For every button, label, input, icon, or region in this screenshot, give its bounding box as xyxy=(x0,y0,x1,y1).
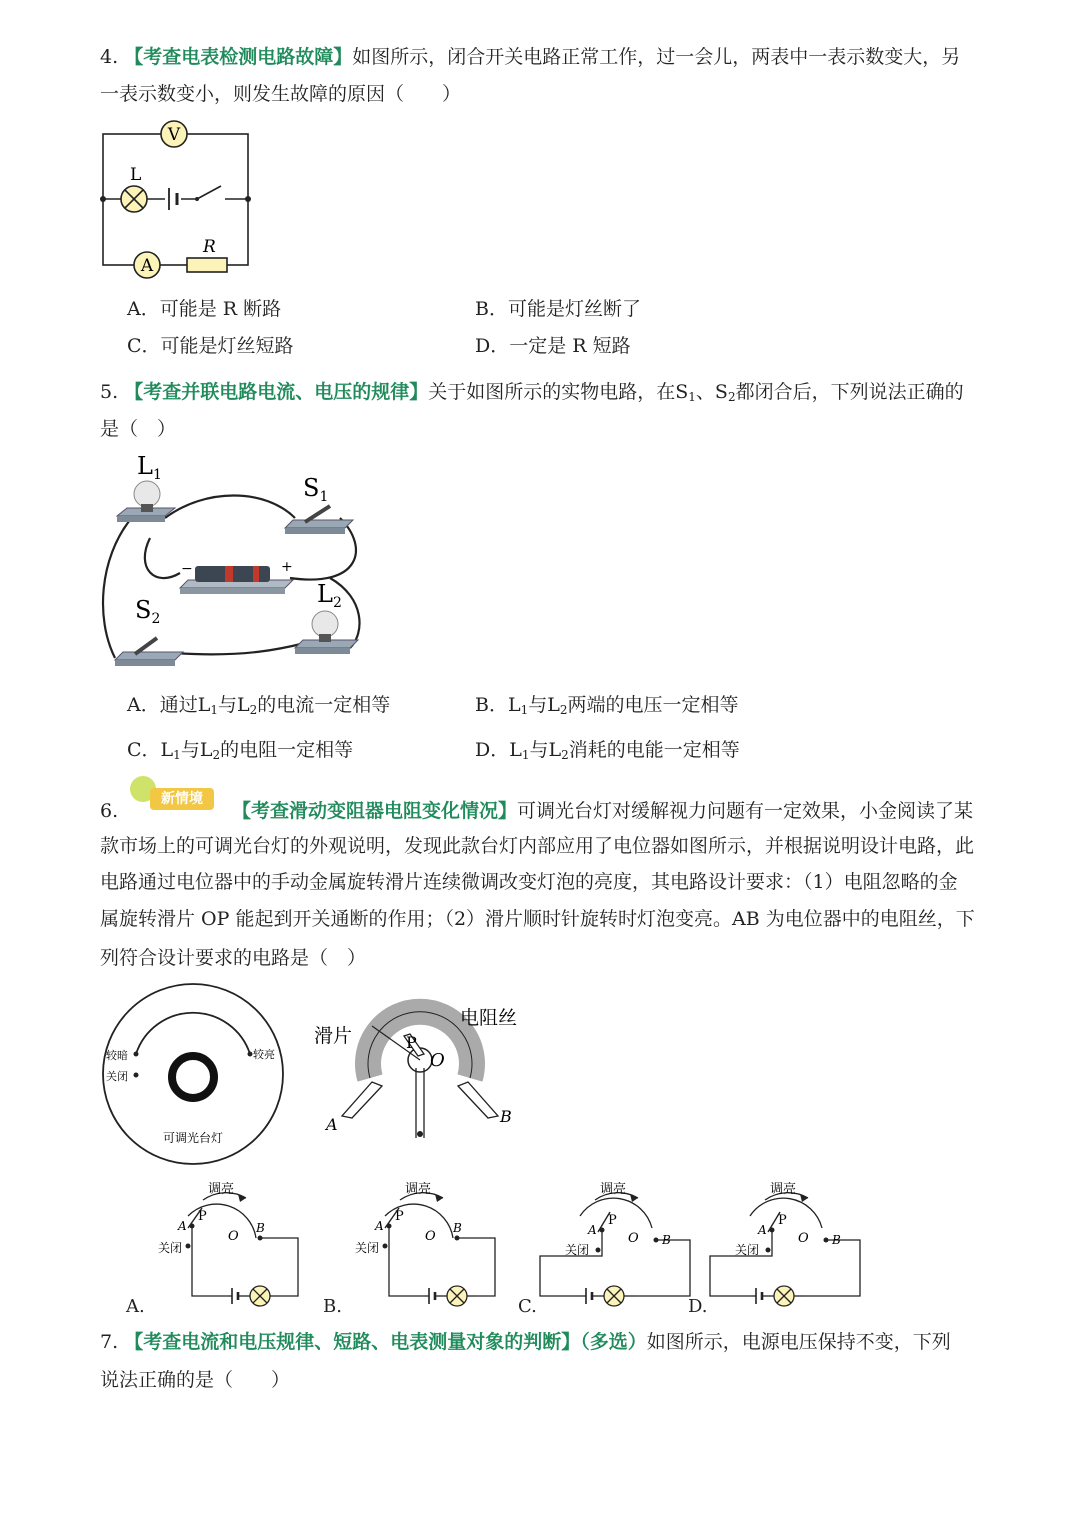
q5-physical-circuit xyxy=(95,448,365,670)
q6-option-circuit xyxy=(325,1178,515,1313)
pivot-o-label: O xyxy=(628,1231,639,1246)
q5-option-d[interactable]: D．$L_1$与$L_2$消耗的电能一定相等 xyxy=(475,739,740,762)
q7-text-1: 如图所示，电源电压保持不变，下列 xyxy=(646,1331,951,1353)
q7-topic-tag: 【考查电流和电压规律、短路、电表测量对象的判断】 xyxy=(124,1331,581,1353)
terminal-b-icon xyxy=(458,1082,498,1118)
adjust-bright-label: 调亮 xyxy=(770,1182,797,1197)
terminal-a-label: A xyxy=(588,1223,597,1237)
battery-minus: − xyxy=(181,561,193,577)
slider-p-label: P xyxy=(778,1213,787,1228)
q4-text-1: 如图所示，闭合开关电路正常工作，过一会儿，两表中一表示数变大，另 xyxy=(352,46,961,68)
option-letter: A. xyxy=(126,1296,145,1317)
wire-l1-s1 xyxy=(165,496,295,519)
dial-dim-label: 较暗 xyxy=(106,1049,128,1062)
q5-sep: 、 xyxy=(695,381,715,403)
terminal-a-label: A xyxy=(178,1219,187,1233)
adjust-bright-label: 调亮 xyxy=(208,1182,235,1197)
q5-option-c[interactable]: C．$L_1$与$L_2$的电阻一定相等 xyxy=(127,739,354,762)
dial-bright-label: 较亮 xyxy=(253,1048,275,1061)
q6-text-1: 可调光台灯对缓解视力问题有一定效果，小金阅读了某 xyxy=(517,800,974,822)
q6-number: 6. xyxy=(100,800,119,822)
lamp-label: L xyxy=(130,165,142,185)
q7-multi-select: （多选） xyxy=(580,1331,647,1353)
terminal-b-label: B xyxy=(662,1233,671,1247)
slider-p-label: P xyxy=(395,1209,404,1224)
voltmeter-label: V xyxy=(167,125,181,145)
slider-p-label: P xyxy=(198,1209,207,1224)
s1-label: $S_1$ xyxy=(303,474,329,505)
off-label: 关闭 xyxy=(735,1243,760,1257)
q4-option-a[interactable]: A．可能是 R 断路 xyxy=(127,298,282,320)
new-scenario-badge: 新情境 xyxy=(150,788,214,810)
q6-stem-line4: 属旋转滑片 OP 能起到开关通断的作用；（2）滑片顺时针旋转时灯泡变亮。AB 为电位器中的电阻丝，下 xyxy=(100,908,975,930)
q6-option-b[interactable] xyxy=(325,1178,515,1317)
q5-s1-sub: 1 xyxy=(688,390,696,404)
q4-option-c[interactable]: C．可能是灯丝短路 xyxy=(127,335,294,357)
terminal-b-label: B xyxy=(832,1233,841,1247)
s2-label: $S_2$ xyxy=(135,596,161,627)
pot-a-label: A xyxy=(326,1115,338,1134)
q5-s1: S xyxy=(675,381,689,403)
q4-stem-line1 xyxy=(100,45,960,69)
terminal-a-icon xyxy=(342,1082,382,1118)
q6-topic-tag: 【考查滑动变阻器电阻变化情况】 xyxy=(232,800,518,822)
off-label: 关闭 xyxy=(355,1241,380,1255)
q7-number: 7. xyxy=(100,1331,119,1353)
lamp-dial-diagram xyxy=(98,982,288,1172)
resistor-icon xyxy=(187,258,227,272)
wire-battery-l2 xyxy=(330,578,360,648)
q4-stem-line2: 一表示数变小，则发生故障的原因（ ） xyxy=(100,83,462,105)
q7-stem-line2: 说法正确的是（ ） xyxy=(100,1369,291,1391)
pivot-o-label: O xyxy=(228,1229,239,1244)
q6-stem-line1 xyxy=(232,799,973,823)
q6-stem-line2: 款市场上的可调光台灯的外观说明，发现此款台灯内部应用了电位器如图所示，并根据说明设计电路，此 xyxy=(100,835,975,857)
pivot-o-label: O xyxy=(425,1229,436,1244)
q5-option-b[interactable]: B．$L_1$与$L_2$两端的电压一定相等 xyxy=(475,694,739,717)
q6-option-circuit xyxy=(690,1178,880,1313)
pot-b-label: B xyxy=(500,1107,512,1126)
q4-number: 4. xyxy=(100,46,119,68)
terminal-b-label: B xyxy=(453,1221,462,1235)
q6-circuit-choices xyxy=(0,1178,1080,1318)
q6-option-d[interactable] xyxy=(690,1178,880,1317)
q6-option-circuit xyxy=(520,1178,710,1313)
l1-label: $L_1$ xyxy=(137,452,162,483)
slider-p-label: P xyxy=(608,1213,617,1228)
resistor-label: R xyxy=(203,237,216,257)
q4-option-b[interactable]: B．可能是灯丝断了 xyxy=(475,298,641,320)
potentiometer-diagram xyxy=(312,998,532,1158)
ammeter-label: A xyxy=(140,256,154,276)
wire-l1-s2 xyxy=(103,520,130,658)
option-letter: D. xyxy=(688,1296,708,1317)
q5-number: 5. xyxy=(100,381,119,403)
q4-option-d[interactable]: D．一定是 R 短路 xyxy=(475,335,631,357)
wire-s2-l2 xyxy=(175,643,305,654)
adjust-bright-label: 调亮 xyxy=(405,1182,432,1197)
q5-s2: S xyxy=(714,381,728,403)
dial-caption: 可调光台灯 xyxy=(162,1131,224,1145)
terminal-a-label: A xyxy=(375,1219,384,1233)
q6-option-a[interactable] xyxy=(128,1178,318,1317)
q6-stem-line3: 电路通过电位器中的手动金属旋转滑片连续微调改变灯泡的亮度，其电路设计要求：（1）电阻忽略的金 xyxy=(100,871,958,893)
q5-stem-line2: 是（ ） xyxy=(100,418,177,440)
terminal-a-label: A xyxy=(758,1223,767,1237)
battery-plus: + xyxy=(281,559,293,575)
q7-stem-line1 xyxy=(100,1330,951,1354)
resistance-wire-label: 电阻丝 xyxy=(460,1007,518,1029)
q5-stem-line1 xyxy=(100,380,964,409)
q5-text-1b: 都闭合后，下列说法正确的 xyxy=(735,381,964,403)
off-label: 关闭 xyxy=(565,1243,590,1257)
q4-topic-tag: 【考查电表检测电路故障】 xyxy=(124,46,353,68)
q5-s2-sub: 2 xyxy=(727,390,736,404)
off-label: 关闭 xyxy=(158,1241,183,1255)
l2-bulb-icon xyxy=(312,611,338,637)
pot-o-label: O xyxy=(430,1050,445,1071)
q6-option-circuit xyxy=(128,1178,318,1313)
q5-topic-tag: 【考查并联电路电流、电压的规律】 xyxy=(124,381,429,403)
l1-bulb-icon xyxy=(134,481,160,507)
q6-stem-line5: 列符合设计要求的电路是（ ） xyxy=(100,947,367,969)
q5-text-1a: 关于如图所示的实物电路，在 xyxy=(428,381,676,403)
dial-off-label: 关闭 xyxy=(106,1070,128,1083)
pivot-o-label: O xyxy=(798,1231,809,1246)
q6-option-c[interactable] xyxy=(520,1178,710,1317)
s1-base xyxy=(285,520,353,528)
q4-circuit-diagram xyxy=(95,118,265,283)
terminal-b-label: B xyxy=(256,1221,265,1235)
slider-label: 滑片 xyxy=(314,1025,353,1047)
q5-option-a[interactable]: A．通过$L_1$与$L_2$的电流一定相等 xyxy=(127,694,391,717)
adjust-bright-label: 调亮 xyxy=(600,1182,627,1197)
option-letter: C. xyxy=(518,1296,537,1317)
pot-p-label: P xyxy=(406,1033,417,1052)
option-letter: B. xyxy=(323,1296,342,1317)
s2-base xyxy=(115,652,183,660)
l2-label: $L_2$ xyxy=(317,580,342,611)
